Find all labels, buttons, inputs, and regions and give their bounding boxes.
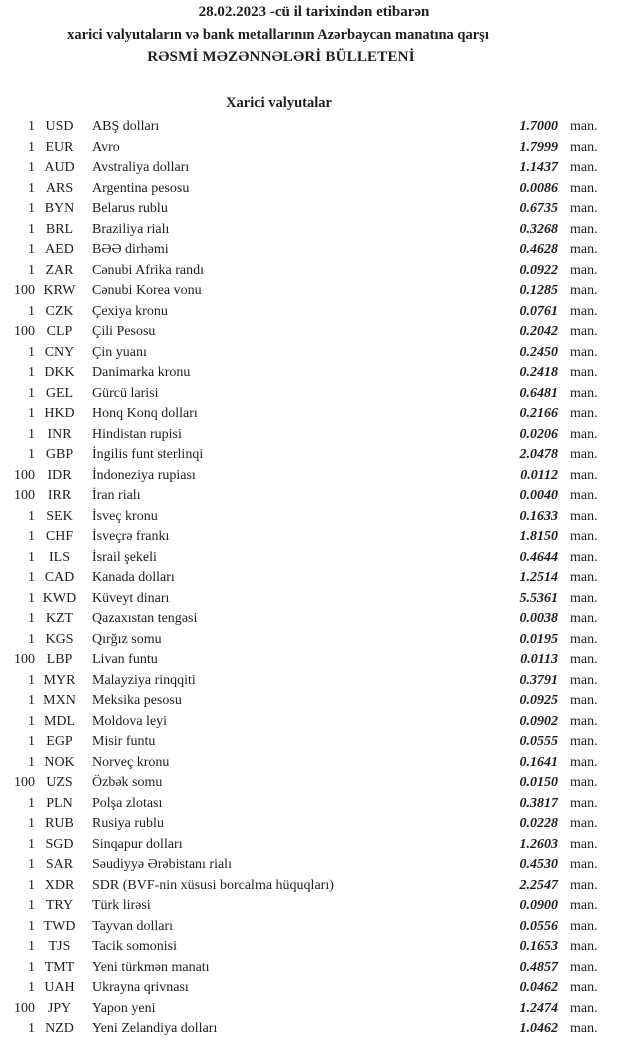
table-row <box>0 158 620 179</box>
rate-value-cell: 2.2547 <box>519 877 558 893</box>
rate-value-cell: 0.0462 <box>519 980 558 995</box>
quantity-cell: 1 <box>28 180 35 196</box>
quantity-cell: 1 <box>28 754 35 770</box>
rate-value-cell: 0.0150 <box>519 775 558 790</box>
table-row <box>0 753 620 774</box>
unit-cell: man. <box>570 549 598 565</box>
quantity-cell: 1 <box>28 693 35 708</box>
table-row <box>0 466 620 487</box>
rate-value-cell: 0.0761 <box>519 303 558 319</box>
rate-value-cell: 0.6481 <box>519 385 558 401</box>
rate-value-cell: 0.0206 <box>519 426 558 442</box>
quantity-cell: 1 <box>28 795 35 811</box>
currency-code-cell: SEK <box>46 508 73 524</box>
currency-name-cell: Polşa zlotası <box>92 795 163 811</box>
quantity-cell: 1 <box>28 344 35 360</box>
currency-name-cell: Yeni Zelandiya dolları <box>92 1021 218 1036</box>
quantity-cell: 1 <box>28 918 35 934</box>
table-row <box>0 384 620 405</box>
table-row <box>0 486 620 507</box>
currency-name-cell: Cənubi Afrika randı <box>92 262 204 278</box>
currency-name-cell: Çexiya kronu <box>92 303 168 319</box>
rate-value-cell: 0.0112 <box>520 467 558 483</box>
quantity-cell: 1 <box>28 160 35 175</box>
quantity-cell: 100 <box>14 324 35 339</box>
rate-value-cell: 0.4857 <box>519 959 558 975</box>
currency-code-cell: UAH <box>44 980 75 995</box>
currency-name-cell: Meksika pesosu <box>92 693 182 708</box>
unit-cell: man. <box>570 529 598 544</box>
currency-name-cell: Səudiyyə Ərəbistanı rialı <box>92 857 232 872</box>
quantity-cell: 100 <box>14 283 35 298</box>
quantity-cell: 1 <box>28 303 35 319</box>
unit-cell: man. <box>570 693 598 708</box>
table-row <box>0 363 620 384</box>
quantity-cell: 1 <box>28 262 35 278</box>
table-row <box>0 281 620 302</box>
rate-value-cell: 1.7000 <box>519 119 558 134</box>
table-row <box>0 302 620 323</box>
quantity-cell: 1 <box>28 201 35 216</box>
table-row <box>0 507 620 528</box>
currency-code-cell: TJS <box>48 939 71 954</box>
unit-cell: man. <box>570 898 598 913</box>
unit-cell: man. <box>570 283 598 298</box>
table-row <box>0 978 620 999</box>
unit-cell: man. <box>570 959 598 975</box>
currency-name-cell: Misir funtu <box>92 734 156 749</box>
currency-code-cell: KWD <box>42 590 77 606</box>
unit-cell: man. <box>570 590 598 606</box>
unit-cell: man. <box>570 1000 598 1016</box>
rate-value-cell: 0.2450 <box>519 344 558 360</box>
rate-value-cell: 0.6735 <box>519 201 558 216</box>
table-row <box>0 199 620 220</box>
rate-value-cell: 0.1641 <box>519 754 558 770</box>
rate-value-cell: 0.0900 <box>519 898 558 913</box>
quantity-cell: 1 <box>28 857 35 872</box>
rate-value-cell: 1.8150 <box>519 529 558 544</box>
table-row <box>0 712 620 733</box>
currency-code-cell: GBP <box>45 447 74 462</box>
table-row <box>0 261 620 282</box>
table-row <box>0 671 620 692</box>
currency-code-cell: AUD <box>44 160 75 175</box>
currency-code-cell: ILS <box>49 549 70 565</box>
quantity-cell: 1 <box>28 119 35 134</box>
section-title-foreign-currencies: Xarici valyutalar <box>226 95 332 111</box>
currency-name-cell: İndoneziya rupiası <box>92 467 196 483</box>
currency-code-cell: EGP <box>46 734 73 749</box>
rate-value-cell: 0.0228 <box>519 816 558 831</box>
rate-value-cell: 0.0113 <box>520 652 558 667</box>
quantity-cell: 1 <box>28 549 35 565</box>
quantity-cell: 1 <box>28 898 35 913</box>
unit-cell: man. <box>570 734 598 749</box>
currency-name-cell: Avstraliya dolları <box>92 160 190 175</box>
currency-code-cell: TWD <box>43 918 76 934</box>
currency-name-cell: Honq Konq dolları <box>92 406 198 421</box>
quantity-cell: 1 <box>28 734 35 749</box>
currency-name-cell: Moldova leyi <box>92 713 168 729</box>
quantity-cell: 1 <box>28 836 35 852</box>
table-row <box>0 609 620 630</box>
unit-cell: man. <box>570 1021 598 1036</box>
rate-value-cell: 0.4530 <box>519 857 558 872</box>
table-row <box>0 835 620 856</box>
rate-value-cell: 0.0038 <box>519 611 558 626</box>
rate-value-cell: 1.7999 <box>519 139 558 155</box>
currency-name-cell: İsrail şekeli <box>92 549 157 565</box>
currency-name-cell: Qırğız somu <box>92 631 162 647</box>
unit-cell: man. <box>570 242 598 257</box>
currency-code-cell: BRL <box>45 221 74 237</box>
currency-code-cell: JPY <box>47 1000 72 1016</box>
unit-cell: man. <box>570 980 598 995</box>
quantity-cell: 1 <box>28 447 35 462</box>
quantity-cell: 1 <box>28 672 35 688</box>
currency-code-cell: CAD <box>44 570 75 585</box>
table-row <box>0 876 620 897</box>
currency-code-cell: MDL <box>43 713 76 729</box>
table-row <box>0 691 620 712</box>
unit-cell: man. <box>570 324 598 339</box>
unit-cell: man. <box>570 488 598 503</box>
quantity-cell: 100 <box>14 467 35 483</box>
currency-name-cell: İngilis funt sterlinqi <box>92 447 204 462</box>
quantity-cell: 1 <box>28 139 35 155</box>
unit-cell: man. <box>570 918 598 934</box>
table-row <box>0 773 620 794</box>
quantity-cell: 1 <box>28 570 35 585</box>
currency-code-cell: KZT <box>45 611 74 626</box>
quantity-cell: 1 <box>28 959 35 975</box>
currency-name-cell: Qazaxıstan tengəsi <box>92 611 198 626</box>
currency-code-cell: BYN <box>44 201 75 216</box>
currency-code-cell: HKD <box>44 406 75 421</box>
currency-code-cell: IDR <box>47 467 72 483</box>
table-row <box>0 896 620 917</box>
table-row <box>0 958 620 979</box>
rate-value-cell: 0.0556 <box>519 918 558 934</box>
unit-cell: man. <box>570 344 598 360</box>
currency-name-cell: İsveç kronu <box>92 508 158 524</box>
quantity-cell: 1 <box>28 508 35 524</box>
rate-value-cell: 0.1653 <box>519 939 558 954</box>
currency-name-cell: Gürcü larisi <box>92 385 159 401</box>
table-row <box>0 855 620 876</box>
table-row <box>0 425 620 446</box>
table-row <box>0 343 620 364</box>
unit-cell: man. <box>570 262 598 278</box>
unit-cell: man. <box>570 201 598 216</box>
table-row <box>0 630 620 651</box>
unit-cell: man. <box>570 672 598 688</box>
currency-code-cell: PLN <box>46 795 73 811</box>
currency-code-cell: MYR <box>43 672 76 688</box>
currency-code-cell: USD <box>45 119 74 134</box>
currency-name-cell: Çili Pesosu <box>92 324 156 339</box>
unit-cell: man. <box>570 857 598 872</box>
currency-name-cell: Norveç kronu <box>92 754 170 770</box>
unit-cell: man. <box>570 447 598 462</box>
currency-code-cell: AED <box>45 242 74 257</box>
rate-value-cell: 0.0902 <box>519 713 558 729</box>
table-row <box>0 322 620 343</box>
rate-value-cell: 0.1633 <box>519 508 558 524</box>
rate-value-cell: 0.0922 <box>519 262 558 278</box>
quantity-cell: 1 <box>28 1021 35 1036</box>
currency-code-cell: CLP <box>46 324 73 339</box>
currency-code-cell: GEL <box>45 385 74 401</box>
rate-value-cell: 0.0040 <box>519 488 558 503</box>
currency-name-cell: Argentina pesosu <box>92 180 190 196</box>
currency-name-cell: Küveyt dinarı <box>92 590 170 606</box>
currency-code-cell: SGD <box>45 836 74 852</box>
table-row <box>0 814 620 835</box>
unit-cell: man. <box>570 816 598 831</box>
unit-cell: man. <box>570 652 598 667</box>
table-row <box>0 917 620 938</box>
quantity-cell: 1 <box>28 242 35 257</box>
unit-cell: man. <box>570 795 598 811</box>
currency-code-cell: XDR <box>44 877 75 893</box>
currency-name-cell: Hindistan rupisi <box>92 426 182 442</box>
currency-code-cell: KGS <box>45 631 74 647</box>
currency-name-cell: Belarus rublu <box>92 201 168 216</box>
table-row <box>0 404 620 425</box>
currency-name-cell: BƏƏ dirhəmi <box>92 242 169 257</box>
table-row <box>0 999 620 1020</box>
rate-value-cell: 0.0195 <box>519 631 558 647</box>
rate-value-cell: 2.0478 <box>519 447 558 462</box>
currency-code-cell: UZS <box>46 775 73 790</box>
rate-value-cell: 0.4628 <box>519 242 558 257</box>
currency-name-cell: Rusiya rublu <box>92 816 164 831</box>
bulletin-title: RƏSMİ MƏZƏNNƏLƏRİ BÜLLETENİ <box>147 49 415 65</box>
currency-code-cell: SAR <box>45 857 74 872</box>
rate-value-cell: 1.1437 <box>519 160 558 175</box>
quantity-cell: 100 <box>14 652 35 667</box>
unit-cell: man. <box>570 180 598 196</box>
unit-cell: man. <box>570 713 598 729</box>
rate-value-cell: 5.5361 <box>519 590 558 606</box>
quantity-cell: 1 <box>28 426 35 442</box>
currency-code-cell: MXN <box>43 693 76 708</box>
currency-code-cell: CZK <box>45 303 74 319</box>
unit-cell: man. <box>570 406 598 421</box>
currency-name-cell: İran rialı <box>92 488 141 503</box>
rate-value-cell: 0.0555 <box>519 734 558 749</box>
table-row <box>0 445 620 466</box>
currency-name-cell: Türk lirəsi <box>92 898 151 913</box>
unit-cell: man. <box>570 139 598 155</box>
quantity-cell: 1 <box>28 365 35 380</box>
table-row <box>0 240 620 261</box>
currency-code-cell: INR <box>47 426 72 442</box>
currency-name-cell: Yeni türkmən manatı <box>92 959 210 975</box>
currency-code-cell: KRW <box>43 283 76 298</box>
rate-value-cell: 1.2603 <box>519 836 558 852</box>
table-row <box>0 548 620 569</box>
currency-code-cell: EUR <box>45 139 74 155</box>
unit-cell: man. <box>570 385 598 401</box>
subtitle-line: xarici valyutaların və bank metallarının Azərbaycan manatına qarşı <box>67 27 489 43</box>
unit-cell: man. <box>570 508 598 524</box>
table-row <box>0 568 620 589</box>
table-row <box>0 179 620 200</box>
currency-name-cell: İsveçrə frankı <box>92 529 170 544</box>
rate-value-cell: 0.3268 <box>519 221 558 237</box>
rate-value-cell: 0.0086 <box>519 180 558 196</box>
currency-name-cell: ABŞ dolları <box>92 119 160 134</box>
quantity-cell: 1 <box>28 939 35 954</box>
currency-name-cell: Danimarka kronu <box>92 365 191 380</box>
currency-code-cell: ARS <box>45 180 74 196</box>
table-row <box>0 732 620 753</box>
unit-cell: man. <box>570 611 598 626</box>
currency-name-cell: Avro <box>92 139 120 155</box>
currency-code-cell: LBP <box>46 652 73 667</box>
currency-name-cell: Kanada dolları <box>92 570 175 585</box>
quantity-cell: 1 <box>28 980 35 995</box>
currency-code-cell: CHF <box>45 529 74 544</box>
currency-code-cell: ZAR <box>45 262 74 278</box>
quantity-cell: 1 <box>28 631 35 647</box>
currency-code-cell: TMT <box>44 959 75 975</box>
quantity-cell: 1 <box>28 877 35 893</box>
quantity-cell: 1 <box>28 816 35 831</box>
rate-value-cell: 0.2166 <box>519 406 558 421</box>
currency-name-cell: Yapon yeni <box>92 1000 156 1016</box>
currency-code-cell: TRY <box>45 898 74 913</box>
table-row <box>0 220 620 241</box>
quantity-cell: 1 <box>28 590 35 606</box>
unit-cell: man. <box>570 836 598 852</box>
currency-rate-table <box>0 117 620 1040</box>
rate-value-cell: 0.2042 <box>519 324 558 339</box>
unit-cell: man. <box>570 303 598 319</box>
date-line: 28.02.2023 -cü il tarixindən etibarən <box>198 4 430 20</box>
rate-value-cell: 0.1285 <box>519 283 558 298</box>
unit-cell: man. <box>570 467 598 483</box>
rate-value-cell: 1.0462 <box>519 1021 558 1036</box>
currency-name-cell: Cənubi Korea vonu <box>92 283 202 298</box>
quantity-cell: 1 <box>28 529 35 544</box>
unit-cell: man. <box>570 119 598 134</box>
quantity-cell: 100 <box>14 775 35 790</box>
currency-name-cell: Sinqapur dolları <box>92 836 183 852</box>
currency-name-cell: Özbək somu <box>92 775 163 790</box>
unit-cell: man. <box>570 365 598 380</box>
unit-cell: man. <box>570 877 598 893</box>
currency-code-cell: IRR <box>47 488 72 503</box>
rate-value-cell: 0.3791 <box>519 672 558 688</box>
unit-cell: man. <box>570 939 598 954</box>
rate-value-cell: 0.0925 <box>519 693 558 708</box>
unit-cell: man. <box>570 221 598 237</box>
currency-name-cell: Malayziya rinqqiti <box>92 672 196 688</box>
table-row <box>0 117 620 138</box>
rate-value-cell: 1.2514 <box>519 570 558 585</box>
currency-code-cell: RUB <box>45 816 74 831</box>
unit-cell: man. <box>570 160 598 175</box>
rate-value-cell: 0.3817 <box>519 795 558 811</box>
quantity-cell: 100 <box>14 488 35 503</box>
table-row <box>0 794 620 815</box>
currency-name-cell: Livan funtu <box>92 652 158 667</box>
currency-code-cell: CNY <box>44 344 75 360</box>
table-row <box>0 138 620 159</box>
quantity-cell: 1 <box>28 713 35 729</box>
currency-code-cell: NZD <box>45 1021 74 1036</box>
rate-value-cell: 1.2474 <box>519 1000 558 1016</box>
currency-name-cell: Çin yuanı <box>92 344 147 360</box>
unit-cell: man. <box>570 570 598 585</box>
currency-name-cell: SDR (BVF-nin xüsusi borcalma hüquqları) <box>92 877 334 893</box>
quantity-cell: 100 <box>14 1000 35 1016</box>
currency-name-cell: Tayvan dolları <box>92 918 174 934</box>
currency-name-cell: Ukrayna qrivnası <box>92 980 189 995</box>
currency-code-cell: NOK <box>44 754 75 770</box>
unit-cell: man. <box>570 775 598 790</box>
currency-code-cell: DKK <box>44 365 75 380</box>
rate-value-cell: 0.4644 <box>519 549 558 565</box>
unit-cell: man. <box>570 426 598 442</box>
currency-name-cell: Tacik somonisi <box>92 939 177 954</box>
table-row <box>0 527 620 548</box>
table-row <box>0 650 620 671</box>
table-row <box>0 937 620 958</box>
rate-value-cell: 0.2418 <box>519 365 558 380</box>
quantity-cell: 1 <box>28 611 35 626</box>
quantity-cell: 1 <box>28 385 35 401</box>
currency-name-cell: Braziliya rialı <box>92 221 170 237</box>
table-row <box>0 1019 620 1040</box>
unit-cell: man. <box>570 754 598 770</box>
quantity-cell: 1 <box>28 221 35 237</box>
table-row <box>0 589 620 610</box>
quantity-cell: 1 <box>28 406 35 421</box>
unit-cell: man. <box>570 631 598 647</box>
